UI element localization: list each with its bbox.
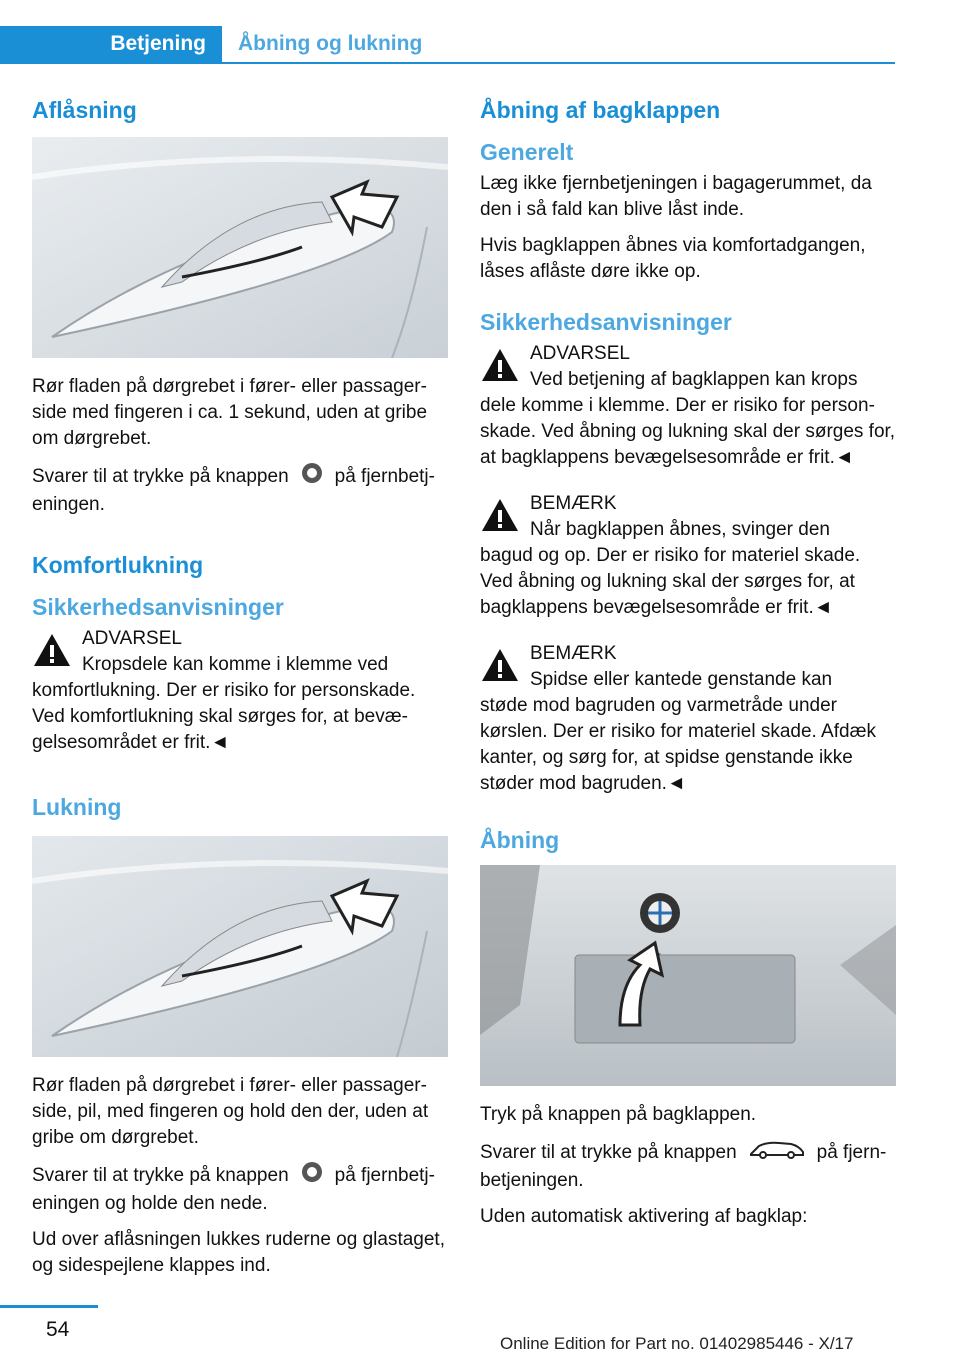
notice-text-line: Når bagklappen åbnes, svinger den — [530, 519, 830, 540]
text-fragment: Svarer til at trykke på knappen — [480, 1142, 737, 1164]
heading-lukning: Lukning — [32, 794, 122, 820]
warning-triangle-icon — [32, 630, 72, 670]
text-fragment: på fjernbetjeningen. — [480, 1142, 887, 1191]
heading-abning-bagklappen: Åbning af bagklappen — [480, 97, 721, 123]
car-trunk-button-icon — [749, 1138, 805, 1168]
text-fragment: på fjernbetjeningen. — [32, 466, 435, 515]
paragraph-unlock-1: Rør fladen på dørgrebet i fører- eller passagerside med fingeren i ca. 1 sekund, uden at gribe om dørgrebet. — [32, 376, 428, 449]
warning-box — [32, 626, 448, 756]
text-fragment: Svarer til at trykke på knappen — [32, 1165, 289, 1187]
unlock-button-icon — [301, 462, 323, 492]
paragraph-generelt-1: Læg ikke fjernbetjeningen i bagagerummet, da den i så fald kan blive låst inde. — [480, 173, 872, 220]
notice-box — [480, 641, 896, 797]
paragraph-abning-3: Uden automatisk aktivering af bagklap: — [480, 1206, 808, 1227]
heading-sikkerhed-right: Sikkerhedsanvisninger — [480, 309, 732, 335]
paragraph-generelt-2: Hvis bagklappen åbnes via komfortadgangen, låses aflåste døre ikke op. — [480, 235, 866, 282]
paragraph-abning-1: Tryk på knappen på bagklappen. — [480, 1104, 757, 1125]
warning-text-line: Ved betjening af bagklappen kan krops — [530, 369, 858, 390]
edition-note: Online Edition for Part no. 01402985446 - X/17 — [500, 1334, 854, 1353]
warning-triangle-icon — [480, 495, 520, 535]
page-number: 54 — [46, 1318, 70, 1341]
warning-title: ADVARSEL — [82, 628, 182, 649]
paragraph-lock-3: Ud over aflåsningen lukkes ruderne og glastaget, og sidespejlene klappes ind. — [32, 1229, 445, 1276]
notice-title: BEMÆRK — [530, 643, 617, 664]
notice-text-line: Spidse eller kantede genstande kan — [530, 669, 833, 690]
heading-abning: Åbning — [480, 827, 560, 853]
footer-divider — [0, 1305, 98, 1308]
door-handle-image-lock — [32, 836, 448, 1057]
notice-text: støde mod bagruden og varmetråde under kørslen. Der er risiko for materiel skade. Afdæk kanter, og sørg for, at spidse genstande ikke støder mod bagruden.◄ — [480, 695, 876, 794]
paragraph-lock-2 — [32, 1161, 448, 1217]
warning-text: komfortlukning. Der er risiko for personskade. Ved komfortlukning skal sørges for, at bevægelsesområdet er frit.◄ — [32, 680, 416, 753]
door-handle-image-unlock — [32, 137, 448, 358]
text-fragment: Svarer til at trykke på knappen — [32, 466, 289, 488]
warning-box — [480, 341, 896, 471]
warning-triangle-icon — [480, 345, 520, 385]
heading-aflasning: Aflåsning — [32, 97, 137, 123]
header-tab-bar — [0, 26, 895, 64]
notice-box — [480, 491, 896, 621]
notice-text: bagud og op. Der er risiko for materiel skade. Ved åbning og lukning skal der sørges for, at bagklappens bevægelsesområde er frit.◄ — [480, 545, 861, 618]
tab-betjening[interactable]: Betjening — [0, 26, 222, 62]
left-column — [32, 95, 448, 1289]
warning-text: dele komme i klemme. Der er risiko for personskade. Ved åbning og lukning skal der sørges for, at bagklappens bevægelsesområde er frit.◄ — [480, 395, 896, 468]
heading-sikkerhed-left: Sikkerhedsanvisninger — [32, 594, 284, 620]
paragraph-unlock-2 — [32, 462, 448, 518]
warning-triangle-icon — [480, 645, 520, 685]
notice-title: BEMÆRK — [530, 493, 617, 514]
warning-title: ADVARSEL — [530, 343, 630, 364]
warning-text-line: Kropsdele kan komme i klemme ved — [82, 654, 389, 675]
tab-abning-og-lukning[interactable]: Åbning og lukning — [238, 32, 423, 55]
heading-generelt: Generelt — [480, 139, 574, 165]
lock-button-icon — [301, 1161, 323, 1191]
text-fragment: på fjernbetjeningen og holde den nede. — [32, 1165, 435, 1214]
right-column — [480, 95, 896, 1240]
paragraph-abning-2 — [480, 1138, 896, 1194]
tailgate-image — [480, 865, 896, 1086]
heading-komfortlukning: Komfortlukning — [32, 552, 204, 578]
paragraph-lock-1: Rør fladen på dørgrebet i fører- eller passagerside, pil, med fingeren og hold den der, uden at gribe om dørgrebet. — [32, 1075, 429, 1148]
